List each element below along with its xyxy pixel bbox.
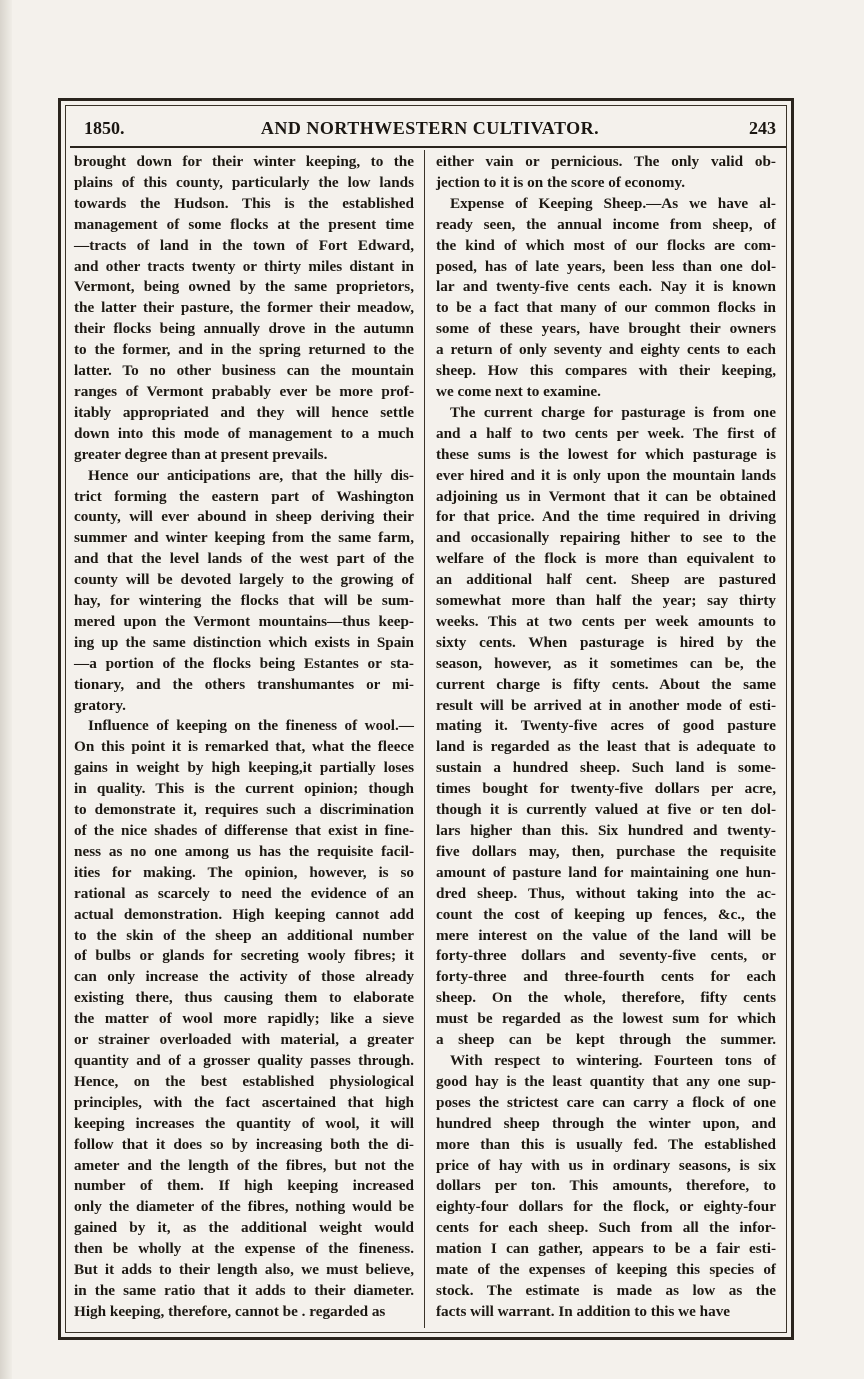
text-line: forty-three and three-fourth cents for each — [436, 968, 776, 986]
text-line: adjoining us in Vermont that it can be obtained — [436, 487, 776, 505]
text-line: summer and winter keeping from the same farm, — [74, 529, 414, 547]
text-line: gratory. — [74, 696, 126, 714]
text-line: of bulbs or glands for secreting wooly fibres; it — [74, 947, 414, 965]
text-line: With respect to wintering. Fourteen tons of — [450, 1051, 776, 1069]
text-line: of the nice shades of differense that exist in fine- — [74, 822, 414, 839]
text-line: posed, has of late years, been less than one dol- — [436, 257, 776, 275]
text-line: for that price. And the time required in driving — [436, 508, 776, 526]
text-line: cents for each sheep. Such from all the infor- — [436, 1219, 776, 1237]
text-line: dred sheep. Thus, without taking into the ac- — [436, 884, 776, 902]
text-line: current charge is fifty cents. About the same — [436, 675, 776, 693]
text-line: latter. To no other business can the mountain — [74, 362, 414, 380]
text-line: actual demonstration. High keeping cannot add — [74, 905, 414, 923]
column-divider — [424, 150, 425, 1328]
text-line: or strainer overloaded with material, a greater — [74, 1031, 414, 1049]
page-binding-edge — [0, 0, 12, 1379]
text-line: only the diameter of the fibres, nothing would be — [74, 1198, 414, 1216]
text-line: ranges of Vermont prabably ever be more prof- — [74, 382, 414, 400]
text-line: number of them. If high keeping increased — [74, 1177, 414, 1195]
left-column — [74, 152, 414, 1323]
text-line: mation I can gather, appears to be a fair esti- — [436, 1240, 776, 1258]
text-line: facts will warrant. In addition to this we have — [436, 1302, 731, 1320]
text-line: ing up the same distinction which exists in Spain — [74, 633, 414, 651]
text-line: forty-three dollars and seventy-five cents, or — [436, 947, 776, 965]
text-line: these sums is the lowest for which pasturage is — [436, 445, 776, 463]
page-number: 243 — [749, 118, 776, 138]
text-line: the latter their pasture, the former their meadow, — [74, 299, 414, 317]
text-line: hay, for wintering the flocks that will be sum- — [74, 592, 414, 610]
header-year: 1850. — [84, 118, 125, 138]
text-line: mate of the expenses of keeping this species of — [436, 1261, 776, 1279]
text-line: Hence, on the best established physiological — [74, 1072, 414, 1090]
text-line: result will be arrived at in another mode of esti- — [436, 696, 776, 714]
text-line: must be regarded as the lowest sum for which — [436, 1010, 776, 1028]
text-line: jection to it is on the score of economy. — [436, 173, 685, 191]
text-line: can only increase the activity of those already — [74, 968, 414, 986]
text-line: gains in weight by high keeping,it partially loses — [74, 759, 414, 777]
text-line: sheep. How this compares with their keeping, — [436, 362, 776, 380]
right-column — [436, 152, 776, 1323]
text-line: eighty-four dollars for the flock, or eighty-four — [436, 1198, 776, 1216]
text-line: rational as scarcely to need the evidence of an — [74, 884, 414, 902]
text-line: ameter and the length of the fibres, but not the — [74, 1156, 414, 1174]
text-line: a sheep can be kept through the summer. — [436, 1031, 776, 1049]
text-line: principles, with the fact ascertained that high — [74, 1093, 414, 1111]
text-line: sixty cents. When pasturage is hired by the — [436, 633, 776, 651]
text-line: Influence of keeping on the fineness of wool.— — [88, 717, 414, 735]
text-line: greater degree than at present prevails. — [74, 445, 328, 463]
text-line: five dollars may, then, purchase the requisite — [436, 842, 776, 860]
text-line: quantity and of a grosser quality passes through. — [74, 1051, 414, 1069]
text-line: to demonstrate it, requires such a discrimination — [74, 801, 414, 819]
text-line: the matter of wool more rapidly; like a sieve — [74, 1010, 414, 1028]
text-line: Hence our anticipations are, that the hilly dis- — [88, 466, 414, 484]
text-line: and a half to two cents per week. The first of — [436, 424, 776, 442]
text-line: county will be devoted largely to the growing of — [74, 571, 414, 589]
text-line: stock. The estimate is made as low as the — [436, 1281, 776, 1299]
text-line: sheep. On the whole, therefore, fifty cents — [436, 989, 776, 1007]
text-line: in the same ratio that it adds to their diameter. — [74, 1281, 414, 1299]
text-line: count the cost of keeping up fences, &c., the — [436, 905, 776, 923]
text-line: Expense of Keeping Sheep.—As we have al- — [450, 194, 776, 212]
text-line: gained by it, as the additional weight would — [74, 1219, 414, 1237]
text-line: good hay is the least quantity that any one sup- — [436, 1072, 776, 1090]
text-line: On this point it is remarked that, what the fleece — [74, 738, 414, 756]
text-line: a return of only seventy and eighty cents to each — [436, 341, 776, 359]
text-line: ever hired and it is only upon the mountain lands — [436, 466, 776, 484]
header-rule — [70, 146, 786, 148]
header-title: AND NORTHWESTERN CULTIVATOR. — [260, 118, 600, 138]
text-line: to the former, and in the spring returned to the — [74, 341, 414, 359]
text-line: existing there, thus causing them to elaborate — [74, 989, 414, 1007]
text-line: in quality. This is the current opinion; though — [74, 780, 414, 798]
text-line: some of these years, have brought their owners — [436, 320, 776, 338]
text-line: to be a fact that many of our common flocks in — [436, 299, 776, 317]
text-line: their flocks being annually drove in the autumn — [74, 320, 414, 338]
text-line: The current charge for pasturage is from one — [450, 403, 776, 421]
text-line: either vain or pernicious. The only valid ob- — [436, 153, 776, 170]
text-line: sustain a hundred sheep. Such land is some- — [436, 759, 776, 777]
text-line: weeks. This at two cents per week amounts to — [436, 612, 776, 630]
text-line: towards the Hudson. This is the established — [74, 194, 414, 212]
text-line: an additional half cent. Sheep are pastured — [436, 571, 776, 589]
text-line: price of hay with us in ordinary seasons, is six — [436, 1156, 776, 1174]
text-line: tionary, and the others transhumantes or mi- — [74, 675, 414, 693]
text-line: trict forming the eastern part of Washington — [74, 487, 414, 505]
text-line: management of some flocks at the present time — [74, 215, 414, 233]
running-header — [84, 116, 776, 142]
text-line: times bought for twenty-five dollars per acre, — [436, 780, 776, 798]
text-line: we come next to examine. — [436, 382, 601, 400]
text-line: keeping increases the quantity of wool, it will — [74, 1114, 414, 1132]
text-line: mere interest on the value of the land will be — [436, 926, 776, 944]
text-line: more than this is usually fed. The established — [436, 1135, 776, 1153]
text-line: land is regarded as the least that is adequate to — [436, 738, 776, 756]
text-line: —tracts of land in the town of Fort Edward, — [74, 236, 414, 254]
text-line: dollars per ton. This amounts, therefore, to — [436, 1177, 776, 1195]
text-line: hundred sheep through the winter upon, and — [436, 1114, 776, 1132]
text-line: mered upon the Vermont mountains—thus keep- — [74, 612, 414, 630]
text-line: plains of this county, particularly the low lands — [74, 173, 414, 191]
text-line: ready seen, the annual income from sheep, of — [436, 215, 776, 233]
text-line: down into this mode of management to a much — [74, 424, 414, 442]
text-line: ness as no one among us has the requisite facil- — [74, 842, 414, 860]
text-line: brought down for their winter keeping, to the — [74, 153, 414, 170]
text-line: ities for making. The opinion, however, is so — [74, 863, 414, 881]
text-line: and other tracts twenty or thirty miles distant in — [74, 257, 414, 275]
text-line: and occasionally repairing hither to see to the — [436, 529, 776, 547]
text-line: lars higher than this. Six hundred and twenty- — [436, 822, 776, 839]
text-line: then be wholly at the expense of the fineness. — [74, 1240, 414, 1258]
text-line: somewhat more than half the year; say thirty — [436, 592, 776, 610]
text-line: and that the level lands of the west part of the — [74, 550, 414, 568]
text-line: to the skin of the sheep an additional number — [74, 926, 414, 944]
text-line: But it adds to their length also, we must believe, — [74, 1261, 414, 1279]
text-line: the kind of which most of our flocks are com- — [436, 236, 776, 254]
text-line: itably appropriated and they will hence settle — [74, 403, 414, 421]
text-line: poses the strictest care can carry a flock of one — [436, 1093, 776, 1111]
text-line: mating it. Twenty-five acres of good pasture — [436, 717, 776, 735]
text-line: Vermont, being owned by the same proprietors, — [74, 278, 414, 296]
text-line: season, however, as it sometimes can be, the — [436, 654, 776, 672]
text-line: follow that it does so by increasing both the di- — [74, 1135, 414, 1153]
text-line: though it is currently valued at five or ten dol- — [436, 801, 776, 819]
text-line: lar and twenty-five cents each. Nay it is known — [436, 278, 776, 296]
text-line: welfare of the flock is more than equivalent to — [436, 550, 776, 568]
text-line: High keeping, therefore, cannot be . regarded as — [74, 1302, 386, 1320]
text-line: county, will ever abound in sheep deriving their — [74, 508, 414, 526]
text-line: amount of pasture land for maintaining one hun- — [436, 863, 776, 881]
text-line: —a portion of the flocks being Estantes or sta- — [74, 654, 414, 672]
